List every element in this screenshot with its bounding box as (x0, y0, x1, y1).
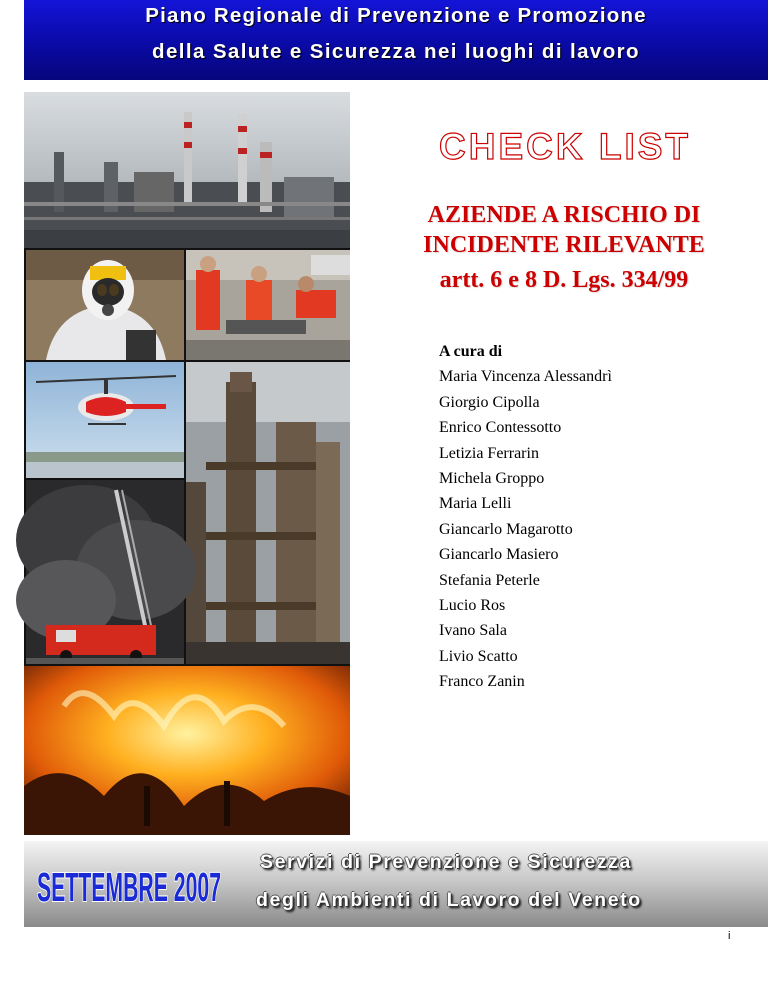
author-name: Giancarlo Magarotto (439, 520, 573, 538)
subtitle-line-3: artt. 6 e 8 D. Lgs. 334/99 (439, 267, 689, 293)
author-name: Maria Lelli (439, 495, 512, 513)
industrial-plant-photo (186, 362, 350, 664)
footer-line-1: Servizi di Prevenzione e Sicurezza (260, 851, 632, 873)
helicopter-photo (26, 362, 184, 478)
date-label: SETTEMBRE 2007 (36, 864, 221, 911)
date-wordart (34, 851, 224, 913)
footer-banner (24, 841, 768, 927)
authors-heading: A cura di (439, 343, 503, 360)
author-name: Lucio Ros (439, 597, 506, 615)
page-number: i (728, 930, 731, 942)
author-name: Enrico Contessotto (439, 419, 562, 437)
header-line-2: della Salute e Sicurezza nei luoghi di lavoro (152, 40, 640, 63)
fire-photo (24, 666, 350, 835)
subtitle-line-2: INCIDENTE RILEVANTE (423, 232, 705, 258)
author-name: Maria Vincenza Alessandrì (439, 368, 612, 386)
gas-mask-worker-photo (26, 250, 184, 360)
author-name: Letizia Ferrarin (439, 444, 539, 462)
fire-truck-smoke-photo (26, 480, 184, 664)
rescue-team-photo (186, 250, 350, 360)
photo-collage (24, 92, 350, 835)
author-name: Giorgio Cipolla (439, 393, 540, 411)
check-list-title: CHECK LIST (439, 126, 691, 167)
header-line-1: Piano Regionale di Prevenzione e Promozione (145, 4, 647, 27)
author-name: Michela Groppo (439, 470, 545, 488)
author-name: Ivano Sala (439, 622, 507, 640)
footer-line-2: degli Ambienti di Lavoro del Veneto (256, 889, 642, 911)
header-banner (24, 0, 768, 80)
refinery-photo (24, 92, 350, 248)
subtitle-line-1: AZIENDE A RISCHIO DI (427, 202, 701, 228)
authors-list (439, 339, 612, 695)
author-name: Franco Zanin (439, 673, 525, 691)
author-name: Livio Scatto (439, 647, 518, 665)
author-name: Giancarlo Masiero (439, 546, 559, 564)
author-name: Stefania Peterle (439, 571, 540, 589)
